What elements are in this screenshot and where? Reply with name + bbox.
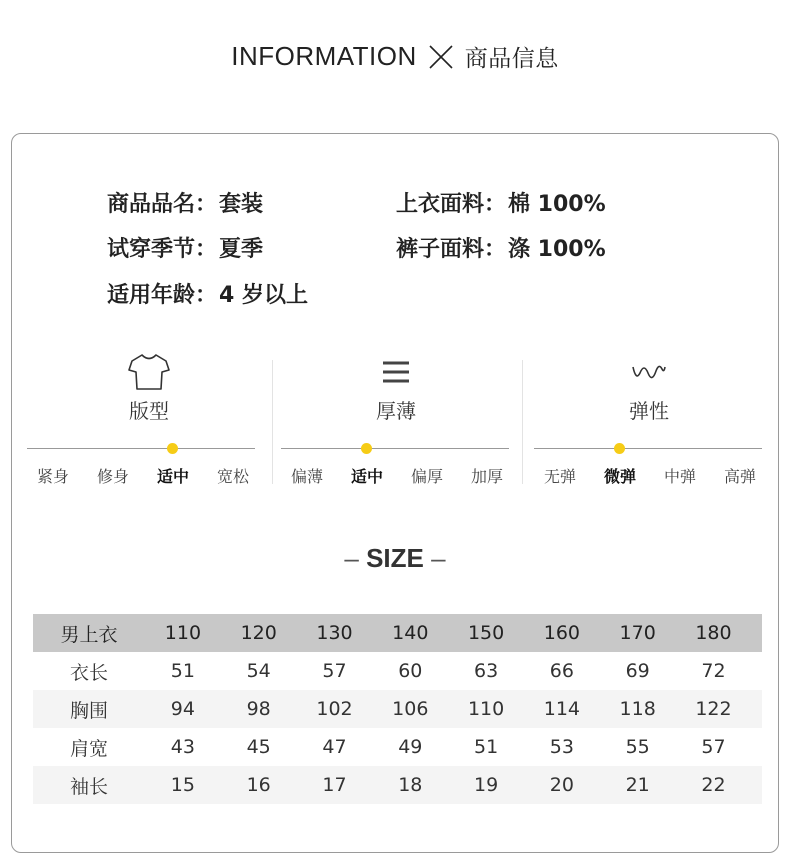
fit-option-slim: 修身 bbox=[96, 467, 129, 486]
table-cell: 袖长 bbox=[69, 775, 108, 798]
spec-top-fabric bbox=[396, 187, 606, 218]
fit-option-loose: 宽松 bbox=[216, 467, 249, 486]
table-header-cell: 180 bbox=[695, 622, 732, 644]
fit-selected-dot bbox=[167, 443, 178, 454]
feature-thickness bbox=[276, 352, 516, 424]
wave-icon bbox=[632, 361, 666, 383]
table-cell: 57 bbox=[322, 660, 347, 682]
spec-pants-fabric-value: 涤 100% bbox=[508, 237, 606, 262]
header-chinese-title: 商品信息 bbox=[464, 46, 559, 72]
spec-season-value: 夏季 bbox=[219, 237, 264, 262]
table-cell: 衣长 bbox=[69, 661, 108, 684]
feature-fit-title: 版型 bbox=[129, 399, 169, 423]
thickness-option-medium: 适中 bbox=[350, 467, 383, 486]
table-header-cell: 140 bbox=[392, 622, 429, 644]
table-cell: 55 bbox=[625, 736, 650, 758]
spec-season bbox=[107, 232, 263, 263]
thickness-option-thick: 偏厚 bbox=[410, 467, 443, 486]
table-cell: 19 bbox=[473, 774, 499, 796]
table-cell: 66 bbox=[549, 660, 574, 682]
table-cell: 110 bbox=[467, 698, 505, 720]
thickness-scale-line bbox=[281, 448, 509, 449]
spec-name-label: 商品品名： bbox=[107, 192, 218, 217]
table-cell: 102 bbox=[316, 698, 353, 720]
size-title-text: SIZE bbox=[366, 543, 424, 573]
feature-elasticity-title: 弹性 bbox=[629, 399, 669, 423]
cross-divider-icon bbox=[427, 43, 455, 71]
fit-option-regular: 适中 bbox=[156, 467, 189, 486]
table-row bbox=[33, 766, 762, 804]
size-table bbox=[33, 614, 762, 804]
spec-pants-fabric bbox=[396, 232, 606, 263]
thickness-option-extra-thick: 加厚 bbox=[470, 467, 503, 486]
table-cell: 69 bbox=[625, 660, 650, 682]
elasticity-scale-line bbox=[534, 448, 762, 449]
table-cell: 57 bbox=[701, 736, 726, 758]
table-cell: 43 bbox=[170, 736, 195, 758]
feature-fit bbox=[29, 352, 269, 424]
table-header-cell: 120 bbox=[240, 622, 277, 644]
size-section-title: – SIZE – bbox=[344, 543, 446, 573]
section-header bbox=[0, 40, 790, 73]
fit-scale-line bbox=[27, 448, 255, 449]
feature-thickness-title: 厚薄 bbox=[376, 399, 416, 423]
spec-name-value: 套装 bbox=[219, 192, 264, 217]
table-cell: 72 bbox=[701, 660, 726, 682]
table-cell: 118 bbox=[619, 698, 656, 720]
tshirt-icon bbox=[128, 353, 170, 391]
fit-option-tight: 紧身 bbox=[36, 467, 69, 486]
feature-elasticity bbox=[529, 352, 769, 424]
table-cell: 47 bbox=[322, 736, 347, 758]
spec-age bbox=[107, 278, 308, 309]
thickness-selected-dot bbox=[361, 443, 372, 454]
table-header-cell: 110 bbox=[164, 622, 202, 644]
table-header-cell: 160 bbox=[543, 622, 581, 644]
elasticity-option-none: 无弹 bbox=[543, 467, 576, 486]
table-header-cell: 130 bbox=[316, 622, 353, 644]
spec-age-value: 4 岁以上 bbox=[219, 283, 308, 308]
spec-pants-fabric-label: 裤子面料： bbox=[396, 237, 507, 262]
table-cell: 22 bbox=[701, 774, 726, 796]
table-cell: 122 bbox=[695, 698, 732, 720]
table-cell: 54 bbox=[246, 660, 271, 682]
table-cell: 21 bbox=[625, 774, 650, 796]
table-header-cell: 150 bbox=[467, 622, 505, 644]
table-row bbox=[33, 690, 762, 728]
spec-season-label: 试穿季节： bbox=[107, 237, 218, 262]
spec-top-fabric-value: 棉 100% bbox=[508, 192, 606, 217]
table-cell: 94 bbox=[170, 698, 195, 720]
table-cell: 51 bbox=[170, 660, 195, 682]
table-cell: 114 bbox=[543, 698, 581, 720]
table-header-cell: 男上衣 bbox=[60, 623, 118, 646]
table-cell: 49 bbox=[398, 736, 423, 758]
elasticity-option-high: 高弹 bbox=[723, 467, 756, 486]
table-cell: 15 bbox=[170, 774, 195, 796]
table-cell: 16 bbox=[246, 774, 271, 796]
table-cell: 45 bbox=[246, 736, 271, 758]
elasticity-option-slight: 微弹 bbox=[603, 467, 636, 486]
table-cell: 肩宽 bbox=[69, 737, 108, 760]
spec-top-fabric-label: 上衣面料： bbox=[396, 192, 507, 217]
table-row bbox=[33, 728, 762, 766]
table-row bbox=[33, 652, 762, 690]
thickness-option-thin: 偏薄 bbox=[290, 467, 323, 486]
spec-name bbox=[107, 187, 263, 218]
layers-icon bbox=[381, 359, 411, 385]
table-cell: 51 bbox=[473, 736, 499, 758]
elasticity-selected-dot bbox=[614, 443, 625, 454]
size-table-header bbox=[33, 614, 762, 652]
header-english-title: INFORMATION bbox=[231, 41, 417, 71]
table-cell: 60 bbox=[398, 660, 423, 682]
table-cell: 98 bbox=[246, 698, 271, 720]
table-cell: 18 bbox=[398, 774, 423, 796]
table-cell: 106 bbox=[392, 698, 429, 720]
table-cell: 17 bbox=[322, 774, 347, 796]
table-header-cell: 170 bbox=[619, 622, 656, 644]
table-cell: 胸围 bbox=[69, 699, 108, 722]
table-cell: 20 bbox=[549, 774, 574, 796]
table-cell: 63 bbox=[473, 660, 499, 682]
feature-divider bbox=[272, 360, 273, 484]
elasticity-option-medium: 中弹 bbox=[663, 467, 696, 486]
feature-divider bbox=[522, 360, 523, 484]
table-cell: 53 bbox=[549, 736, 574, 758]
spec-age-label: 适用年龄： bbox=[107, 283, 218, 308]
